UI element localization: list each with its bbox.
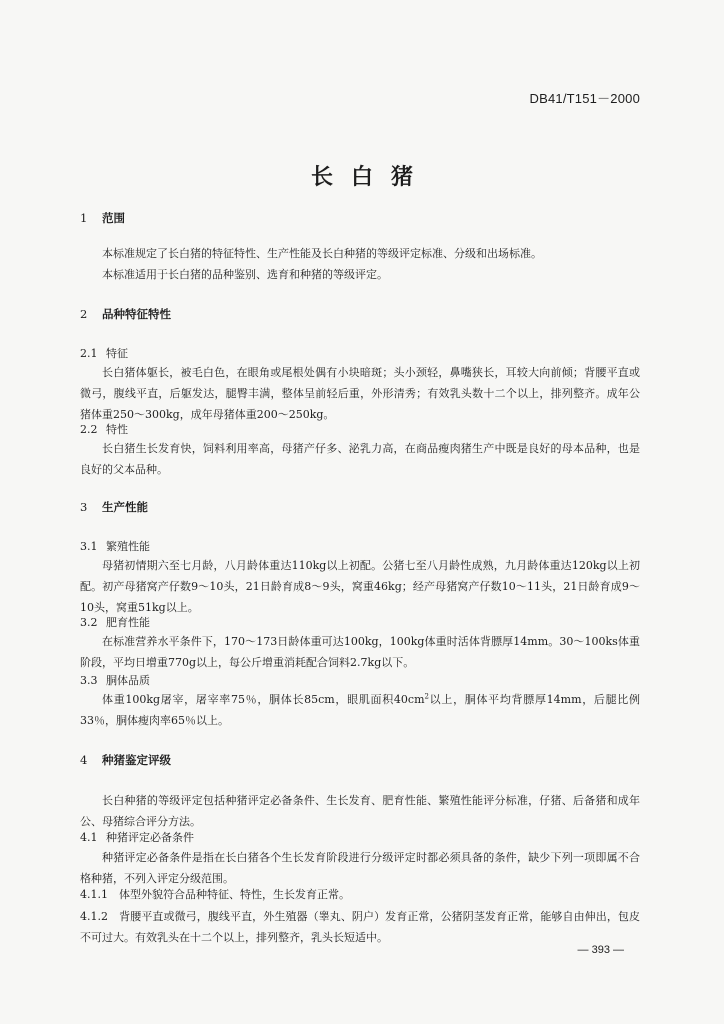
paragraph: 长白猪生长发育快，饲料利用率高，母猪产仔多、泌乳力高，在商品瘦肉猪生产中既是良好的母本品种，也是良好的父本品种。 [80,442,640,476]
subsection-title: 种猪评定必备条件 [106,831,194,844]
paragraph: 本标准适用于长白猪的品种鉴别、选育和种猪的等级评定。 [102,268,388,281]
section-heading-1 [80,210,125,226]
subsection-title: 特性 [106,423,128,436]
paragraph: 长白种猪的等级评定包括种猪评定必备条件、生长发育、肥育性能、繁殖性能评分标准，仔猪、后备猪和成年公、母猪综合评分方法。 [80,794,640,828]
subsection-heading-3-3 [80,672,150,688]
paragraph: 长白猪体躯长，被毛白色，在眼角或尾根处偶有小块暗斑；头小颈轻，鼻嘴狭长，耳较大向前倾；背腰平直或微弓，腹线平直，后躯发达，腿臀丰满，整体呈前轻后重，外形清秀；有效乳头数十二个以上，排列整齐。成年公猪体重250～300kg，成年母猪体重200～250kg。 [80,366,640,421]
text-run: 体重100kg屠宰，屠宰率75％，胴体长85cm，眼肌面积40cm [102,693,425,706]
subsection-number: 2.2 [80,423,98,436]
section-heading-2 [80,306,171,322]
superscript: 2 [424,692,429,701]
subsection-number: 3.2 [80,616,98,629]
section-number: 4 [80,753,88,767]
section-title: 品种特征特性 [102,307,171,321]
subsection-heading-3-2 [80,614,150,630]
paragraph: 母猪初情期六至七月龄，八月龄体重达110kg以上初配。公猪七至八月龄性成熟，九月龄体重达120kg以上初配。初产母猪窝产仔数9～10头，21日龄育成8～9头，窝重46kg；经产母猪窝产仔数10～11头，21日龄育成9～10头，窝重51kg以上。 [80,559,640,614]
paragraph: 种猪评定必备条件是指在长白猪各个生长发育阶段进行分级评定时都必须具备的条件，缺少下列一项即属不合格种猪，不列入评定分级范围。 [80,851,640,885]
section-title: 种猪鉴定评级 [102,753,171,767]
section-heading-3 [80,499,148,515]
paragraph: 本标准规定了长白猪的特征特性、生产性能及长白种猪的等级评定标准、分级和出场标准。 [102,247,542,260]
clause-4-1-1: 4.1.1 体型外貌符合品种特征、特性，生长发育正常。 [80,888,350,901]
document-title: 长白猪 [310,164,431,190]
subsection-number: 3.1 [80,540,98,553]
paragraph [80,689,640,731]
subsection-title: 繁殖性能 [106,540,150,553]
paragraph: 在标准营养水平条件下，170～173日龄体重可达100kg，100kg体重时活体背膘厚14mm。30～100ks体重阶段，平均日增重770g以上，每公斤增重消耗配合饲料2.7kg以下。 [80,635,640,669]
subsection-number: 2.1 [80,347,98,360]
subsection-heading-2-2 [80,421,128,437]
text-run: 以上，胴体平均背膘厚14mm，后腿比例33％，胴体瘦肉率65％以上。 [80,693,640,727]
page-number: — 393 — [577,944,624,956]
subsection-title: 肥育性能 [106,616,150,629]
document-number: DB41/T151－2000 [529,91,640,106]
section-heading-4 [80,752,171,768]
section-number: 1 [80,211,88,225]
section-number: 2 [80,307,88,321]
subsection-title: 胴体品质 [106,674,150,687]
section-title: 范围 [102,211,125,225]
subsection-heading-4-1 [80,829,194,845]
subsection-heading-3-1 [80,538,150,554]
section-number: 3 [80,500,88,514]
subsection-heading-2-1 [80,345,128,361]
subsection-number: 4.1 [80,831,98,844]
subsection-number: 3.3 [80,674,98,687]
section-title: 生产性能 [102,500,148,514]
subsection-title: 特征 [106,347,128,360]
clause-4-1-2: 4.1.2 背腰平直或微弓，腹线平直，外生殖器（睾丸、阴户）发育正常，公猪阴茎发育正常，能够自由伸出，包皮不可过大。有效乳头在十二个以上，排列整齐，乳头长短适中。 [80,910,640,944]
